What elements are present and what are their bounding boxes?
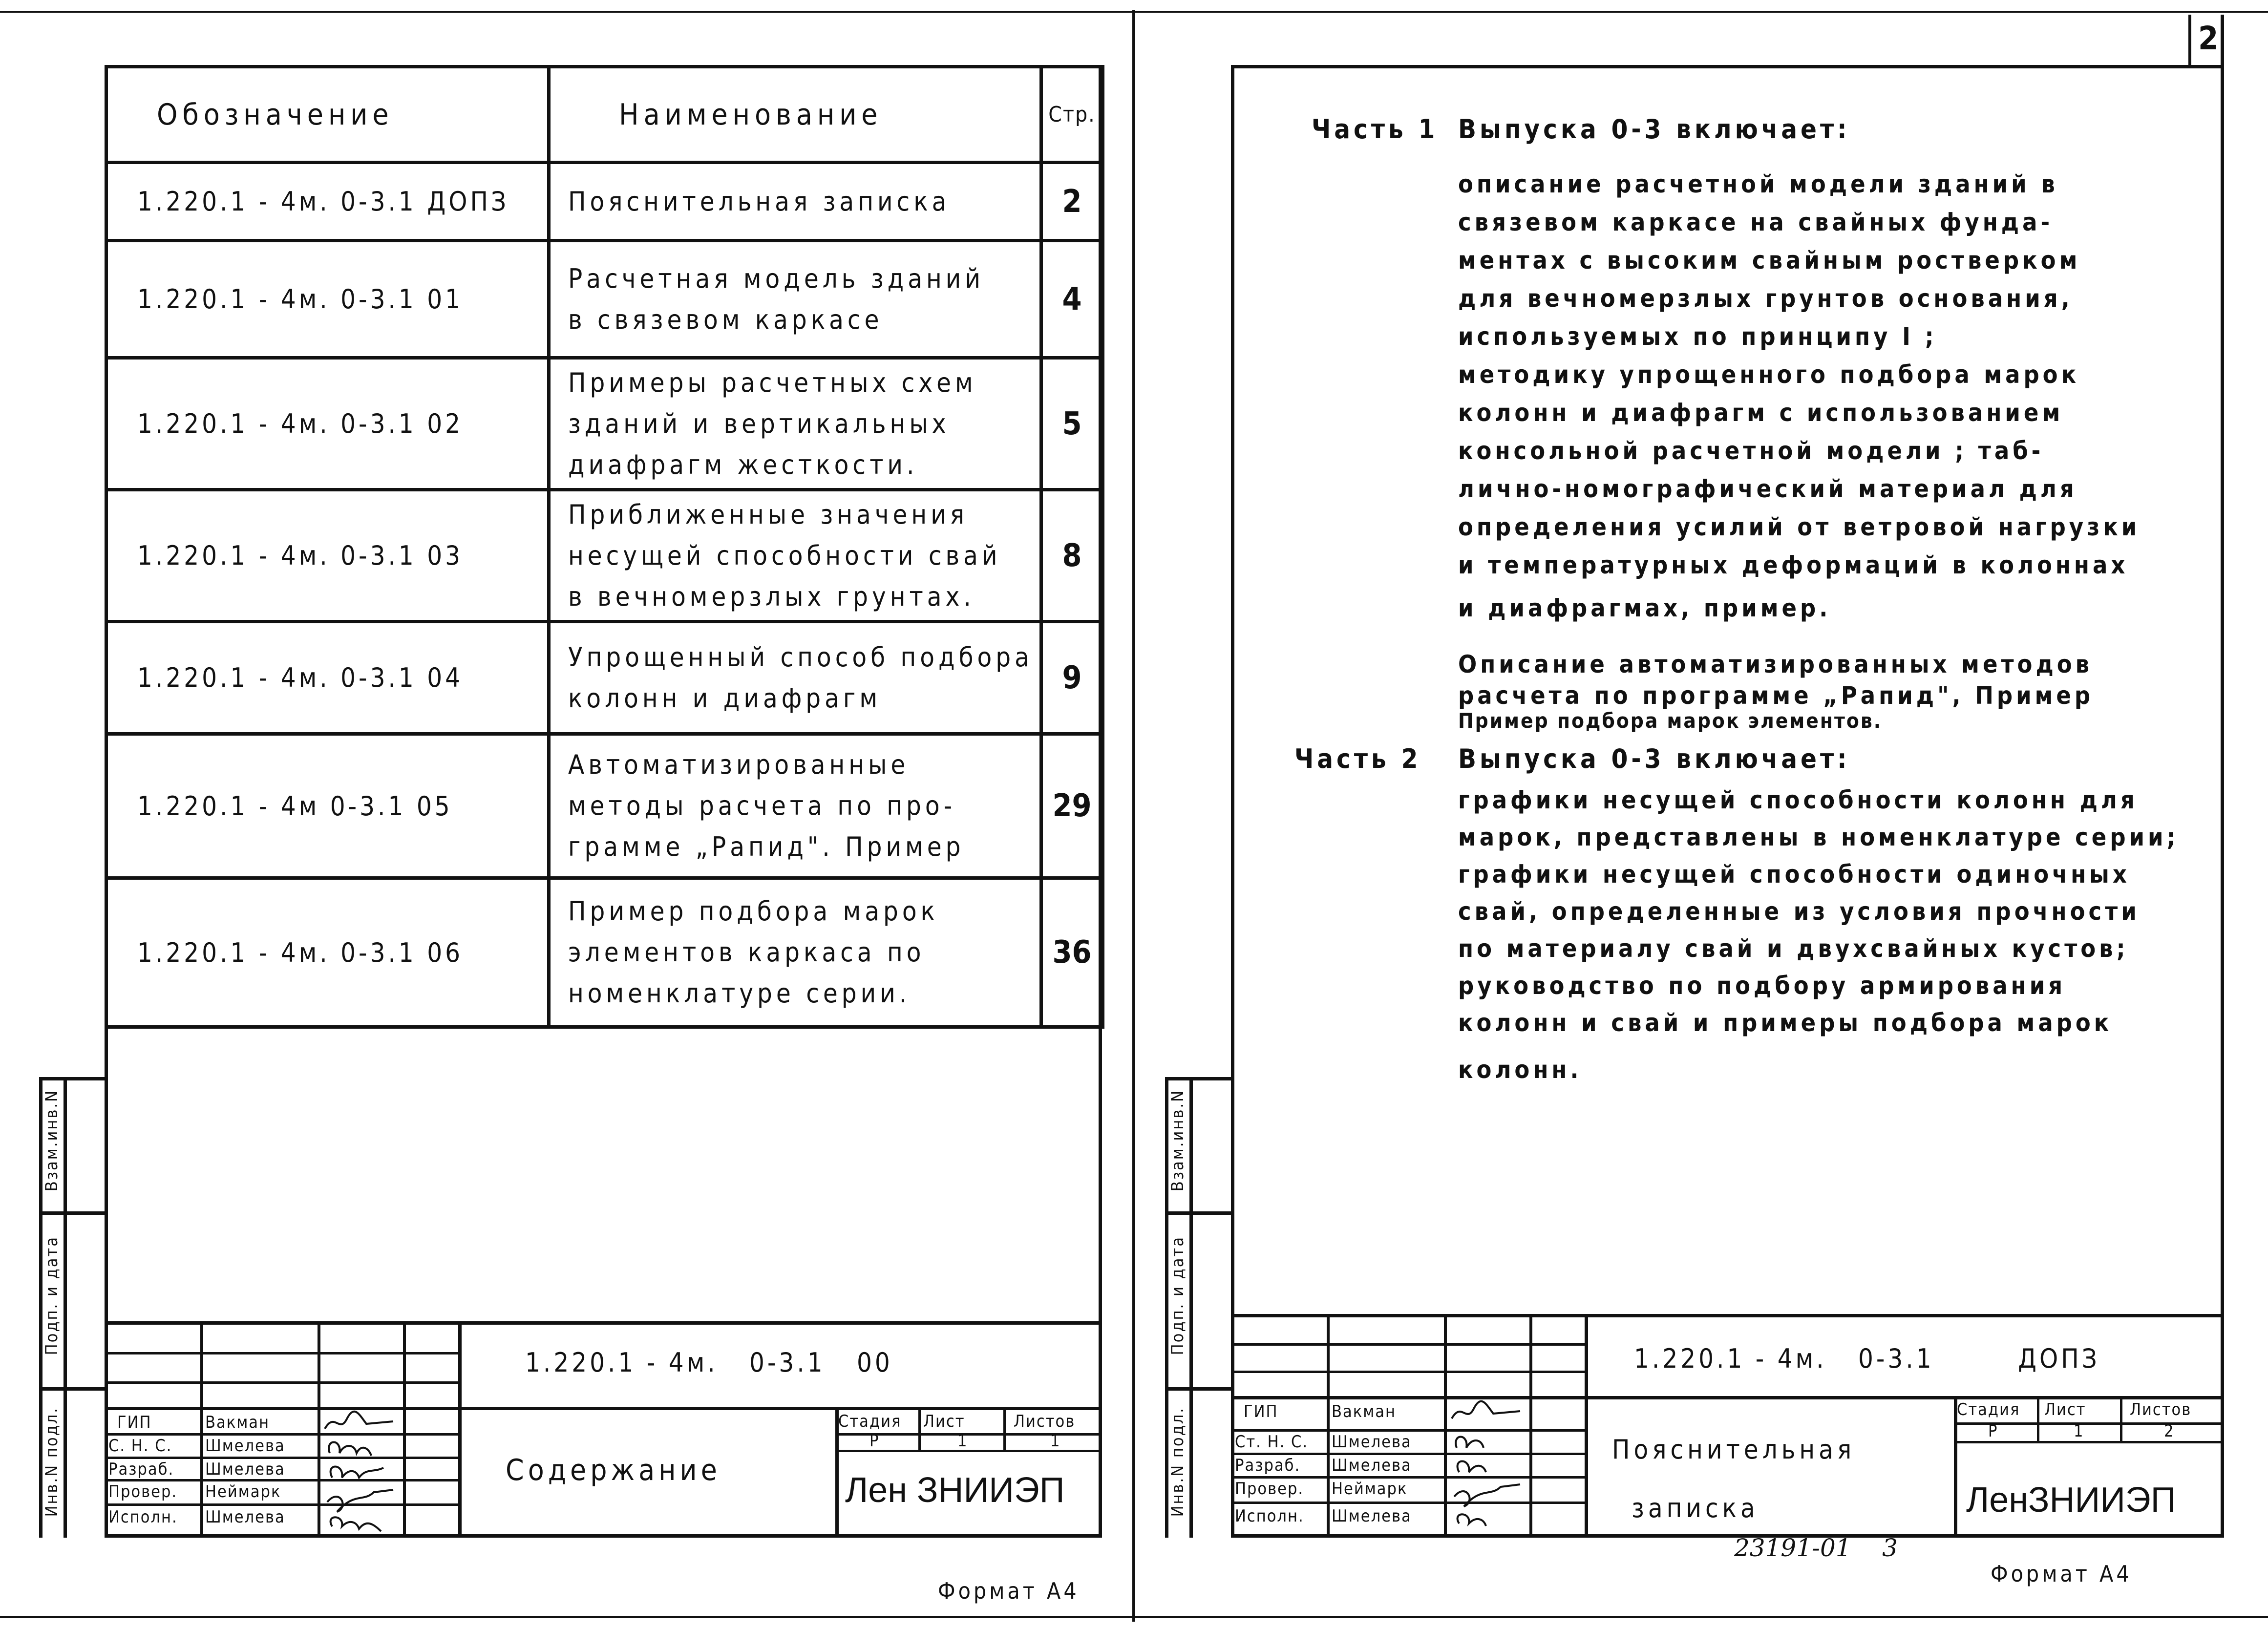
frame-top-line — [1231, 65, 2223, 68]
contents-table — [105, 65, 1104, 1029]
row-name: Пример подбора марок элементов каркаса по номенклатуре серии. — [549, 878, 1041, 1027]
table-row — [106, 490, 1103, 622]
stamp-role-razrab: Разраб. — [1235, 1456, 1301, 1475]
part2-label: Часть 2 — [1294, 743, 1421, 774]
row-code: 1.220.1 - 4м. 0-3.1 06 — [106, 878, 549, 1027]
row-page: 2 — [1041, 163, 1103, 241]
side-label-vzam: Взам.инв.N — [1168, 1089, 1187, 1192]
top-edge — [0, 11, 2268, 13]
stamp-org: Лен ЗНИИЭП — [845, 1471, 1065, 1510]
right-format-label: Формат А4 — [1991, 1561, 2132, 1587]
row-code: 1.220.1 - 4м. 0-3.1 04 — [106, 622, 549, 734]
sheet-number: 2 — [2198, 20, 2219, 57]
signatures — [320, 1409, 408, 1536]
part2-text: графики несущей способности колонн для марок, представлены в номенклатуре серии; графики несущей способности одиночных свай, определенные из условия прочности по материалу свай и двухсвайных кустов; руководство по подбору армирования колонн и свай и примеры подбора марок колонн. — [1458, 786, 2179, 1084]
frame-right-line — [1099, 65, 1102, 1538]
row-page: 5 — [1041, 358, 1103, 490]
stamp-value-stage: Р — [869, 1431, 880, 1451]
row-page: 4 — [1041, 241, 1103, 358]
table-row — [106, 734, 1103, 878]
row-name: Пояснительная записка — [549, 163, 1041, 241]
table-row — [106, 358, 1103, 490]
stamp-header-sheets: Листов — [1014, 1412, 1076, 1431]
stamp-value-stage: Р — [1988, 1421, 1998, 1441]
row-code: 1.220.1 - 4м. 0-3.1 03 — [106, 490, 549, 622]
stamp-name-2: Шмелева — [205, 1436, 285, 1456]
row-code: 1.220.1 - 4м. 0-3.1 02 — [106, 358, 549, 490]
part1-heading: Выпуска 0-3 включает: — [1458, 114, 1850, 145]
stamp-role-razrab: Разраб. — [108, 1460, 174, 1479]
left-format-label: Формат А4 — [938, 1578, 1080, 1604]
stamp-title: Пояснительная записка — [1612, 1434, 1856, 1523]
stamp-name-4: Неймарк — [205, 1482, 281, 1502]
page-divider — [1132, 10, 1135, 1622]
stamp-title: Содержание — [506, 1453, 721, 1487]
stamp-name-2: Шмелева — [1332, 1432, 1412, 1452]
side-label-date: Подп. и дата — [1168, 1236, 1187, 1355]
row-name: Автоматизированные методы расчета по про- грамме „Рапид". Пример — [549, 734, 1041, 878]
row-page: 8 — [1041, 490, 1103, 622]
stamp-org: ЛенЗНИИЭП — [1966, 1481, 2176, 1520]
header-designation: Обозначение — [106, 67, 549, 163]
stamp-name-3: Шмелева — [205, 1460, 285, 1479]
side-label-inv: Инв.N подл. — [1168, 1407, 1187, 1517]
row-code: 1.220.1 - 4м. 0-3.1 ДОПЗ — [106, 163, 549, 241]
stamp-header-stage: Стадия — [1957, 1400, 2020, 1419]
row-name: Расчетная модель зданий в связевом каркасе — [549, 241, 1041, 358]
stamp-role-sns: С. Н. С. — [108, 1436, 172, 1456]
signatures — [1447, 1399, 1527, 1533]
row-page: 29 — [1041, 734, 1103, 878]
stamp-doc-code: 1.220.1 - 4м. 0-3.1 00 — [525, 1347, 893, 1378]
side-label-inv: Инв.N подл. — [42, 1407, 62, 1517]
frame-bottom-line — [105, 1534, 1102, 1538]
row-name: Приближенные значения несущей способности свай в вечномерзлых грунтах. — [549, 490, 1041, 622]
stamp-name-1: Вакман — [205, 1413, 270, 1432]
stamp-role-gip: ГИП — [1244, 1402, 1278, 1421]
table-row — [106, 241, 1103, 358]
stamp-role-ispoln: Исполн. — [108, 1507, 178, 1527]
stamp-value-sheet: 1 — [2074, 1421, 2084, 1441]
stamp-header-sheets: Листов — [2130, 1400, 2192, 1419]
table-row — [106, 622, 1103, 734]
header-name: Наименование — [549, 67, 1041, 163]
stamp-role-ispoln: Исполн. — [1235, 1506, 1304, 1526]
stamp-name-5: Шмелева — [1332, 1506, 1412, 1526]
part1-text: описание расчетной модели зданий в связевом каркасе на свайных фунда- ментах с высоким свайным ростверком для вечномерзлых грунтов основания, используемых по принципу I ; методику упрощенного подбора марок колонн и диафрагм с использованием консольной расчетной модели ; таб- лично-номографический материал для определения усилий от ветровой нагрузки и температурных деформаций в колоннах и диафрагмах, пример. — [1458, 170, 2141, 622]
frame-right-line — [2221, 15, 2224, 1538]
stamp-value-sheets: 2 — [2164, 1421, 2175, 1441]
table-row — [106, 878, 1103, 1027]
side-label-date: Подп. и дата — [42, 1236, 62, 1355]
row-page: 9 — [1041, 622, 1103, 734]
stamp-role-prover: Провер. — [1235, 1479, 1304, 1499]
stamp-name-4: Неймарк — [1332, 1479, 1408, 1499]
part2-heading: Выпуска 0-3 включает: — [1458, 743, 1850, 774]
stamp-role-gip: ГИП — [117, 1413, 152, 1432]
archive-number: 23191-01 3 — [1734, 1534, 1898, 1562]
stamp-value-sheets: 1 — [1050, 1431, 1061, 1451]
row-page: 36 — [1041, 878, 1103, 1027]
stamp-name-1: Вакман — [1332, 1402, 1397, 1421]
stamp-role-sns: Ст. Н. С. — [1235, 1432, 1309, 1452]
header-page: Стр. — [1041, 67, 1103, 163]
table-row — [106, 163, 1103, 241]
stamp-header-stage: Стадия — [838, 1412, 902, 1431]
row-code: 1.220.1 - 4м. 0-3.1 01 — [106, 241, 549, 358]
row-name: Упрощенный способ подбора колонн и диафрагм — [549, 622, 1041, 734]
stamp-header-sheet: Лист — [2044, 1400, 2086, 1419]
stamp-header-sheet: Лист — [923, 1412, 965, 1431]
stamp-name-5: Шмелева — [205, 1507, 285, 1527]
stamp-doc-code: 1.220.1 - 4м. 0-3.1 ДОПЗ — [1634, 1343, 2100, 1374]
side-label-vzam: Взам.инв.N — [42, 1089, 62, 1192]
auto-methods-text: Описание автоматизированных методов расчета по программе „Рапид", Пример Пример подбора марок элементов. — [1458, 650, 2094, 733]
stamp-value-sheet: 1 — [957, 1431, 968, 1451]
frame-left-line — [105, 65, 108, 1538]
stamp-role-prover: Провер. — [108, 1482, 178, 1502]
row-code: 1.220.1 - 4м 0-3.1 05 — [106, 734, 549, 878]
stamp-name-3: Шмелева — [1332, 1456, 1412, 1475]
row-name: Примеры расчетных схем зданий и вертикальных диафрагм жесткости. — [549, 358, 1041, 490]
part1-label: Часть 1 — [1312, 114, 1439, 145]
